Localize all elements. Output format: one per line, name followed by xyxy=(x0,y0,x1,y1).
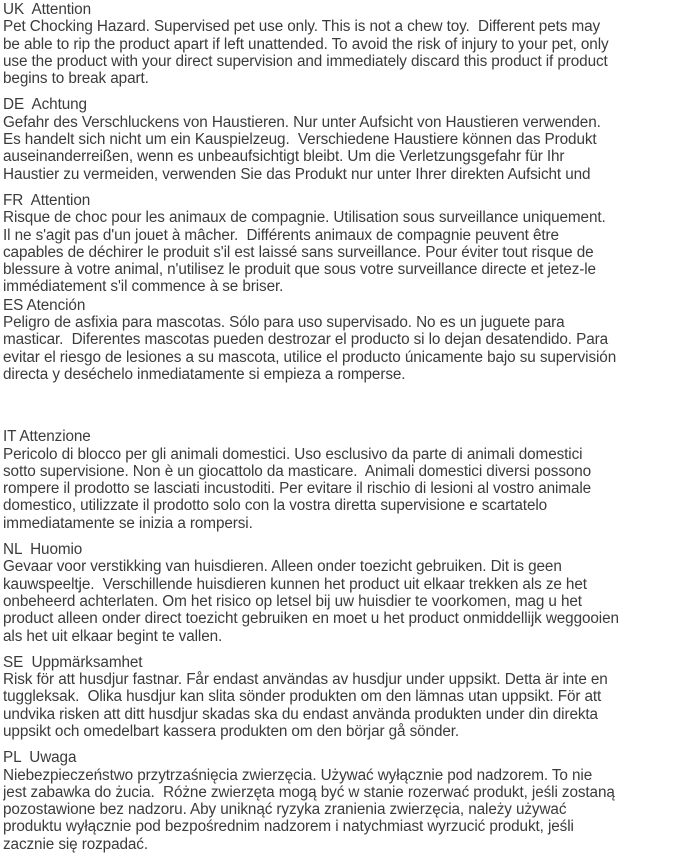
warning-text-line: uppsikt och omedelbart kassera produkten om den börjar gå sönder. xyxy=(3,722,460,740)
warning-text-line: immédiatement s'il commence à se briser. xyxy=(3,278,284,296)
warning-text-line: als het uit elkaar begint te vallen. xyxy=(3,627,223,645)
warning-text-line: auseinanderreißen, wenn es unbeaufsichtigt bleibt. Um die Verletzungsgefahr für Ihr xyxy=(3,148,565,166)
language-section xyxy=(3,749,679,853)
language-heading: IT Attenzione xyxy=(3,428,91,446)
warning-text-line: Gevaar voor verstikking van huisdieren. Alleen onder toezicht gebruiken. Dit is geen xyxy=(3,558,562,576)
warning-text-line: capables de déchirer le produit s'il est laissé sans surveillance. Pour éviter tout risque de xyxy=(3,243,594,261)
warning-text-line: kauwspeeltje. Verschillende huisdieren kunnen het product uit elkaar trekken als ze het xyxy=(3,575,587,593)
language-heading: NL Huomio xyxy=(3,541,83,559)
language-section xyxy=(3,654,679,740)
warning-text-line: blessure à votre animal, n'utilisez le produit que sous votre surveillance directe et jetez-le xyxy=(3,261,596,279)
language-section xyxy=(3,297,679,383)
warning-text-line: jest zabawka do żucia. Różne zwierzęta mogą być w stanie rozerwać produkt, jeśli zostaną xyxy=(3,783,615,801)
warning-text-line: sotto supervisione. Non è un giocattolo da masticare. Animali domestici diversi possono xyxy=(3,462,592,480)
language-section xyxy=(3,541,679,645)
warning-text-line: Pet Chocking Hazard. Supervised pet use only. This is not a chew toy. Different pets may xyxy=(3,18,601,36)
language-section xyxy=(3,428,679,532)
warning-text-line: immediatamente se inizia a rompersi. xyxy=(3,514,253,532)
warning-text-line: rompere il prodotto se lasciati incustoditi. Per evitare il rischio di lesioni al vostro animale xyxy=(3,480,592,498)
warning-text-line: undvika risken att ditt husdjur skadas ska du endast använda produkten under din direkta xyxy=(3,705,598,723)
language-heading: SE Uppmärksamhet xyxy=(3,653,143,671)
language-heading: FR Attention xyxy=(3,191,91,209)
warning-text-line: onbeheerd achterlaten. Om het risico op letsel bij uw huisdier te voorkomen, mag u het xyxy=(3,592,582,610)
warning-text-line: tuggleksak. Olika husdjur kan slita sönder produkten om den lämnas utan uppsikt. För att xyxy=(3,688,602,706)
language-heading: PL Uwaga xyxy=(3,749,77,767)
language-section xyxy=(3,96,679,182)
warning-text-line: use the product with your direct supervision and immediately discard this product if product xyxy=(3,52,608,70)
warning-text-line: Niebezpieczeństwo przytrzaśnięcia zwierzęcia. Używać wyłącznie pod nadzorem. To nie xyxy=(3,766,593,784)
language-heading: UK Attention xyxy=(3,1,91,18)
language-section xyxy=(3,1,679,87)
warning-text-line: Il ne s'agit pas d'un jouet à mâcher. Différents animaux de compagnie peuvent être xyxy=(3,226,559,244)
warning-text-line: masticar. Diferentes mascotas pueden destrozar el producto si lo dejan desatendido. Para xyxy=(3,331,609,349)
warning-text-line: Es handelt sich nicht um ein Kauspielzeug. Verschiedene Haustiere können das Produkt xyxy=(3,131,597,149)
warning-text-line: Pericolo di blocco per gli animali domestici. Uso esclusivo da parte di animali domestici xyxy=(3,445,583,463)
warning-text-line: be able to rip the product apart if left unattended. To avoid the risk of injury to your pet, only xyxy=(3,35,609,53)
warning-text-line: pozostawione bez nadzoru. Aby uniknąć ryzyka zranienia zwierzęcia, należy używać xyxy=(3,801,567,819)
language-section xyxy=(3,192,679,296)
warning-text-line: domestico, utilizzate il prodotto solo con la vostra diretta supervisione e scartatelo xyxy=(3,497,548,515)
warning-text-line: evitar el riesgo de lesiones a su mascota, utilice el producto únicamente bajo su supervisión xyxy=(3,348,617,366)
warning-text-line: directa y deséchelo inmediatamente si empieza a romperse. xyxy=(3,365,406,383)
warning-text-line: Gefahr des Verschluckens von Haustieren. Nur unter Aufsicht von Haustieren verwenden. xyxy=(3,113,601,131)
language-heading: ES Atención xyxy=(3,296,86,314)
warning-text-line: Peligro de asfixia para mascotas. Sólo para uso supervisado. No es un juguete para xyxy=(3,314,565,332)
warning-text-line: Risk för att husdjur fastnar. Får endast användas av husdjur under uppsikt. Detta är inte en xyxy=(3,671,608,689)
warning-text-line: begins to break apart. xyxy=(3,70,149,88)
warning-text-line: produktu wyłącznie pod bezpośrednim nadzorem i natychmiast wyrzucić produkt, jeśli xyxy=(3,818,574,836)
warning-text-line: product alleen onder direct toezicht gebruiken en moet u het product onmiddellijk weggooien xyxy=(3,610,619,628)
language-heading: DE Achtung xyxy=(3,96,87,114)
warning-text-line: Haustier zu vermeiden, verwenden Sie das Produkt nur unter Ihrer direkten Aufsicht und xyxy=(3,165,591,183)
warning-text-line: zacznie się rozpadać. xyxy=(3,835,148,853)
warning-text-line: Risque de choc pour les animaux de compagnie. Utilisation sous surveillance uniquement. xyxy=(3,209,606,227)
